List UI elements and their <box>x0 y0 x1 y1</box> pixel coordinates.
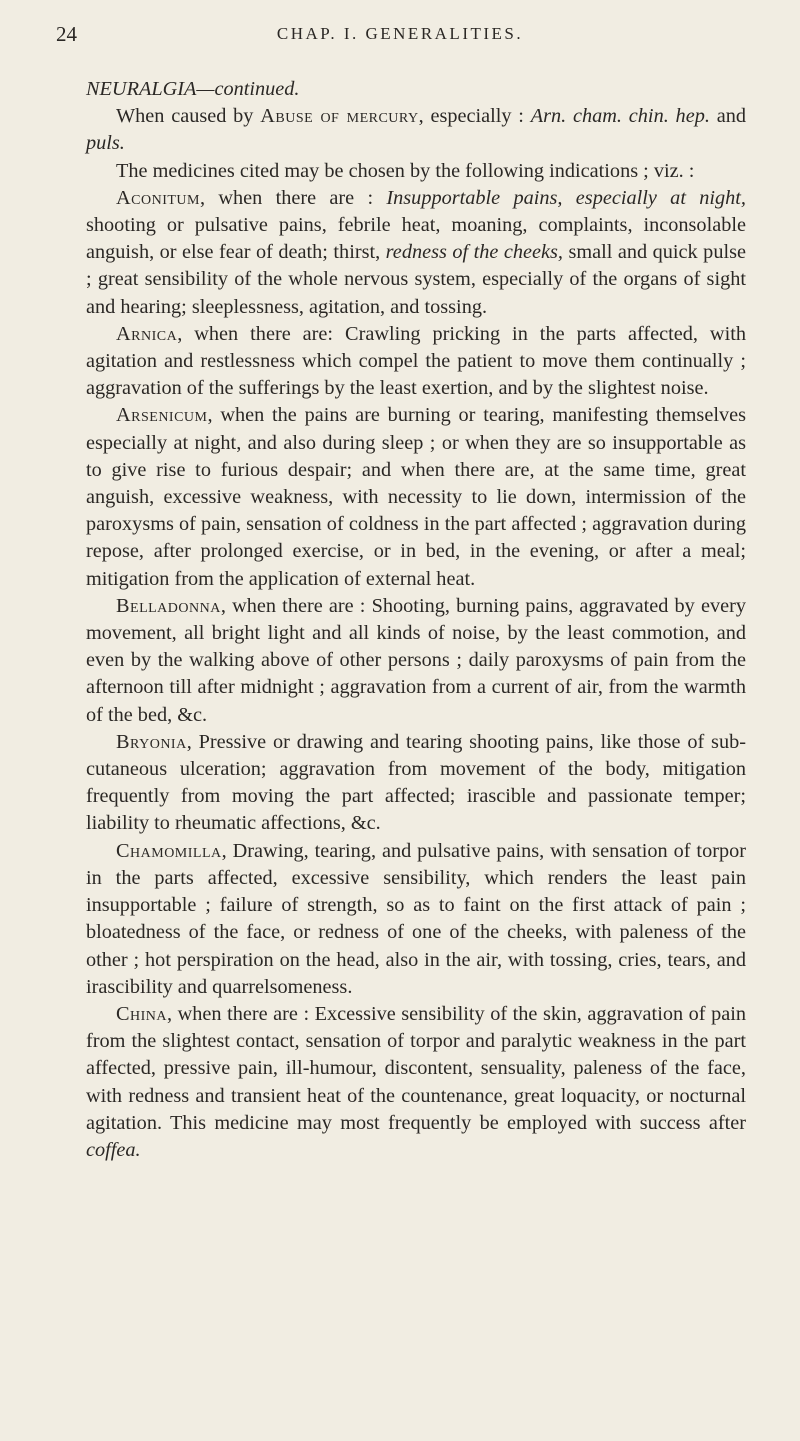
section-title: NEURALGIA—continued. <box>86 78 300 100</box>
text-run: small and quick pulse ; great sensibility of the whole nervous system, especially of the organs of sight and hearing; sleeplessness, agitation, and tossing. <box>86 241 746 318</box>
page-number: 24 <box>56 22 77 46</box>
paragraph <box>86 185 746 321</box>
paragraph <box>86 321 746 403</box>
italic-text: Arn. cham. chin. hep. <box>530 105 710 128</box>
text-run: , when the pains are burning or tearing, manifesting themselves especially at night, and also during sleep ; or when they are so insupportable as to give rise to furious despair; and when there are, at the same time, great anguish, excessive weakness, with necessity to lie down, intermission of the paroxysms of pain, sensation of coldness in the part affected ; aggravation during repose, after prolonged exercise, or in bed, in the evening, or after a meal; mitigation from the application of external heat. <box>86 404 746 590</box>
text-run: The medicines cited may be chosen by the following indications ; viz. : <box>116 159 695 182</box>
paragraph <box>86 593 746 729</box>
remedy-name: Aconitum <box>116 186 200 209</box>
remedy-name: Arsenicum <box>116 404 208 427</box>
text-run: shooting or pulsative pains, febrile heat, moaning, complaints, inconsolable anguish, or else fear of death; thirst, <box>86 214 746 264</box>
remedy-name: Belladonna <box>116 594 221 617</box>
page-header <box>56 22 744 52</box>
paragraph-list <box>86 103 746 1164</box>
text-run: , especially : <box>418 105 531 128</box>
text-run: , when there are : Shooting, burning pains, aggravated by every movement, all bright light and all kinds of noise, by the least commotion, and even by the walking above of other persons ; daily paroxysms of pain from the afternoon till after midnight ; aggravation from a current of air, from the warmth of the bed, &c. <box>86 594 746 726</box>
text-run: , Drawing, tearing, and pulsative pains, with sensation of torpor in the parts affected, excessive sensibility, which renders the least pain insupportable ; failure of strength, so as to faint on the first attack of pain ; bloatedness of the face, or redness of one of the cheeks, with paleness of the other ; hot perspiration on the head, also in the air, with tossing, cries, tears, and irascibility and quarrelsomeness. <box>86 839 746 998</box>
text-run: , when there are : <box>199 186 387 209</box>
italic-text: coffea. <box>86 1138 141 1161</box>
paragraph <box>86 158 746 185</box>
remedy-name: China <box>116 1002 168 1025</box>
paragraph <box>86 838 746 1001</box>
text-run: When caused by <box>116 105 261 128</box>
paragraph <box>86 729 746 838</box>
running-head: CHAP. I. GENERALITIES. <box>276 24 524 43</box>
text-run: , Pressive or drawing and tearing shooting pains, like those of sub-cutaneous ulceration; aggravation from movement of the body, mitigation frequently from moving the part affected; irascible and passionate temper; liability to rheumatic affections, &c. <box>86 730 746 835</box>
italic-text: Insupportable pains, especially at night, <box>386 186 747 209</box>
paragraph <box>86 103 746 157</box>
remedy-name: Arnica <box>116 322 178 345</box>
italic-text: redness of the cheeks, <box>385 241 563 264</box>
body-text <box>86 76 746 1164</box>
italic-text: puls. <box>86 132 125 155</box>
remedy-name: Bryonia <box>116 730 187 753</box>
text-run: , when there are : Excessive sensibility of the skin, aggravation of pain from the slightest contact, sensation of torpor and paralytic weakness in the part affected, pressive pain, ill-humour, discontent, sensuality, paleness of the face, with redness and transient heat of the countenance, great loquacity, or nocturnal agitation. This medicine may most frequently be employed with success after <box>86 1002 746 1134</box>
text-run: , when there are: Crawling pricking in the parts affected, with agitation and restlessness which compel the patient to move them continually ; aggravation of the sufferings by the least exertion, and by the slightest noise. <box>86 322 746 400</box>
text-run: and <box>709 105 746 128</box>
remedy-name: Chamomilla <box>116 839 222 862</box>
remedy-name: Abuse of mercury <box>260 105 419 128</box>
paragraph <box>86 402 746 592</box>
paragraph <box>86 1001 746 1164</box>
